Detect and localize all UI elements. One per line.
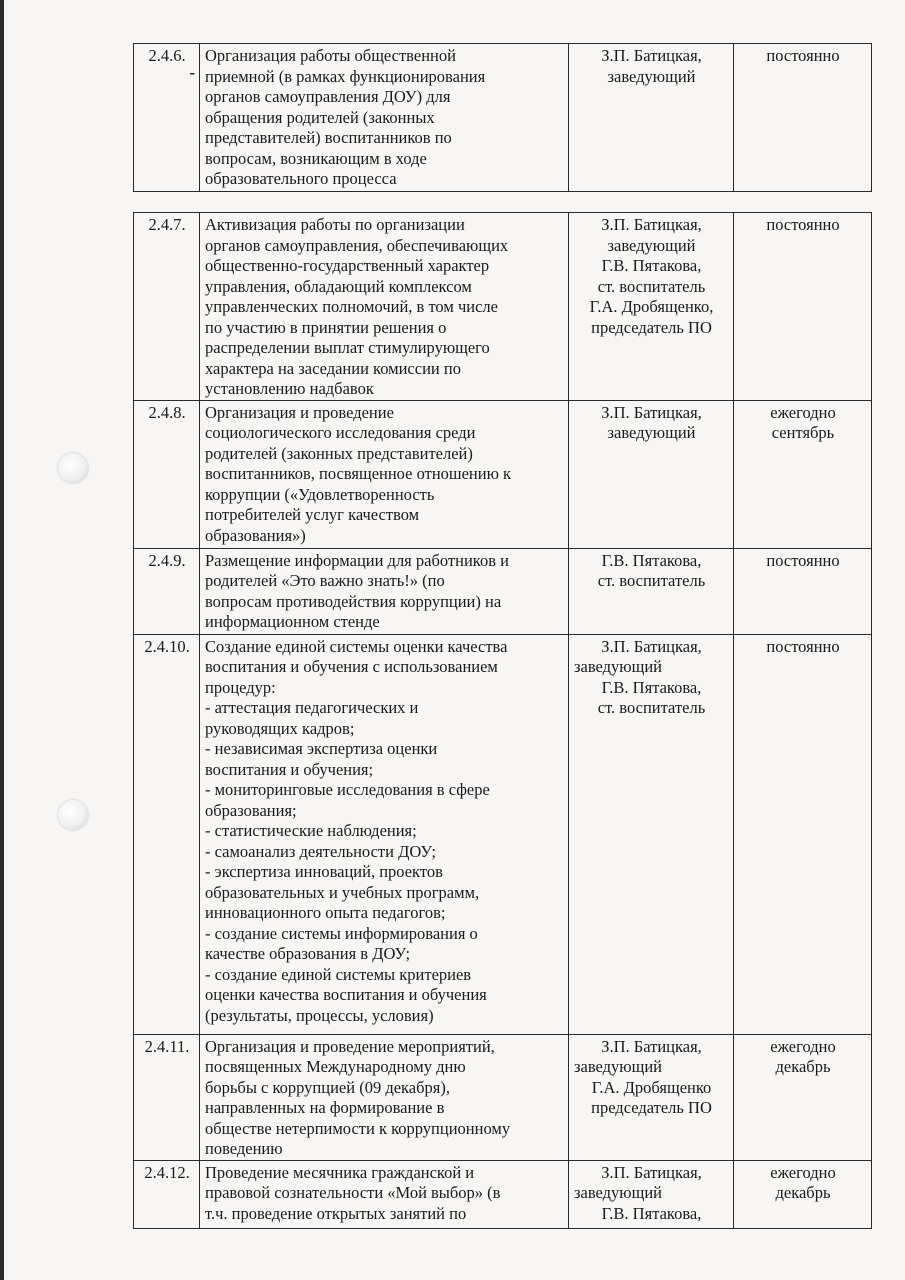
row-number-cell	[134, 634, 200, 1034]
text-line: ст. воспитатель	[597, 276, 706, 296]
activity-cell	[200, 213, 569, 401]
text-line: - создание системы информирования о	[205, 923, 478, 943]
text-line: ежегодно	[770, 1036, 836, 1056]
text-line: социологического исследования среди	[205, 423, 476, 442]
text-line: декабрь	[775, 1183, 831, 1202]
text-line: заведующий	[574, 1057, 662, 1076]
text-line: председатель ПО	[591, 317, 712, 337]
term-cell	[734, 44, 872, 192]
text-line: ежегодно	[770, 402, 836, 422]
text-line: З.П. Батицкая,	[601, 215, 702, 234]
text-line: 2.4.10.	[144, 636, 190, 656]
row-number-cell	[134, 213, 200, 401]
row-number-cell	[134, 44, 200, 192]
text-line: заведующий	[607, 235, 696, 255]
text-line: распределении выплат стимулирующего	[205, 338, 490, 357]
text-line: Создание единой системы оценки качества	[205, 636, 508, 656]
text-line: потребителей услуг качеством	[205, 505, 420, 524]
text-line: коррупции («Удовлетворенность	[205, 484, 435, 504]
text-line: посвященных Международному дню	[205, 1057, 466, 1076]
responsible-cell	[569, 44, 734, 192]
punch-hole-top	[58, 453, 88, 483]
row-number-cell	[134, 1160, 200, 1228]
text-line: установлению надбавок	[205, 379, 374, 398]
text-line: направленных на формирование в	[205, 1098, 445, 1117]
text-line: родителей «Это важно знать!» (по	[205, 571, 445, 590]
row-number-cell	[134, 1034, 200, 1160]
text-line: Г.В. Пятакова,	[601, 677, 702, 697]
text-line: 2.4.7.	[148, 215, 186, 234]
text-line: воспитания и обучения с использованием	[205, 657, 498, 676]
text-line: З.П. Батицкая,	[601, 402, 702, 422]
plan-table-part-2	[133, 212, 872, 1229]
text-line: Организация и проведение	[205, 402, 394, 422]
row-number-cell	[134, 400, 200, 548]
text-line: - мониторинговые исследования в сфере	[205, 780, 490, 799]
text-line: информационном стенде	[205, 612, 380, 631]
responsible-cell	[569, 1034, 734, 1160]
text-line: Активизация работы по организации	[205, 215, 465, 234]
text-line: - аттестация педагогических и	[205, 698, 419, 717]
text-line: (результаты, процессы, условия)	[205, 1005, 434, 1025]
text-line: приемной (в рамках функционирования	[205, 66, 486, 86]
activity-cell	[200, 548, 569, 634]
text-line: постоянно	[766, 46, 840, 65]
text-line: З.П. Батицкая,	[601, 636, 702, 656]
activity-cell	[200, 1160, 569, 1228]
text-line: сентябрь	[771, 423, 835, 442]
term-cell	[734, 400, 872, 548]
text-line: вопросам, возникающим в ходе	[205, 148, 427, 168]
row-number-cell	[134, 548, 200, 634]
text-line: Организация работы общественной	[205, 46, 456, 65]
text-line: обществе нетерпимости к коррупционному	[205, 1118, 511, 1138]
text-line: управления, обладающий комплексом	[205, 276, 472, 296]
table-row	[134, 1034, 872, 1160]
activity-cell	[200, 400, 569, 548]
text-line: общественно-государственный характер	[205, 256, 490, 275]
text-line: Г.В. Пятакова,	[601, 1203, 702, 1223]
text-line: борьбы с коррупцией (09 декабря),	[205, 1077, 450, 1097]
text-line: ежегодно	[770, 1162, 836, 1182]
text-line: -	[189, 62, 195, 82]
text-line: характера на заседании комиссии по	[205, 358, 461, 378]
text-line: воспитанников, посвященное отношению к	[205, 464, 512, 483]
responsible-cell	[569, 400, 734, 548]
term-cell	[734, 213, 872, 401]
text-line: Г.В. Пятакова,	[601, 550, 702, 570]
text-line: правовой сознательности «Мой выбор» (в	[205, 1183, 501, 1202]
text-line: постоянно	[766, 636, 840, 656]
text-line: представителей) воспитанников по	[205, 128, 452, 147]
punch-hole-bottom	[58, 800, 88, 830]
table-row	[134, 634, 872, 1034]
table-row	[134, 213, 872, 401]
text-line: - экспертиза инноваций, проектов	[205, 862, 443, 881]
text-line: З.П. Батицкая,	[601, 46, 702, 65]
responsible-cell	[569, 213, 734, 401]
text-line: заведующий	[607, 66, 696, 86]
page-left-edge	[0, 0, 4, 1280]
text-line: 2.4.8.	[148, 402, 186, 422]
text-line: органов самоуправления, обеспечивающих	[205, 235, 509, 255]
text-line: процедур:	[205, 677, 276, 697]
text-line: качестве образования в ДОУ;	[205, 944, 411, 963]
text-line: образования;	[205, 800, 297, 820]
text-line: постоянно	[766, 215, 840, 234]
text-line: ст. воспитатель	[597, 698, 706, 717]
text-line: обращения родителей (законных	[205, 107, 435, 127]
text-line: инновационного опыта педагогов;	[205, 903, 446, 922]
text-line: органов самоуправления ДОУ) для	[205, 87, 451, 106]
text-line: З.П. Батицкая,	[601, 1036, 702, 1056]
text-line: 2.4.9.	[148, 550, 186, 570]
text-line: образовательного процесса	[205, 169, 397, 188]
table-row	[134, 400, 872, 548]
plan-table-part-1	[133, 43, 872, 192]
activity-cell	[200, 1034, 569, 1160]
text-line: - создание единой системы критериев	[205, 964, 472, 984]
text-line: заведующий	[574, 657, 662, 676]
text-line: т.ч. проведение открытых занятий по	[205, 1203, 467, 1223]
text-line: образования»)	[205, 525, 306, 545]
text-line: - независимая экспертиза оценки	[205, 739, 438, 758]
text-line: 2.4.6.	[148, 46, 186, 65]
text-line: З.П. Батицкая,	[601, 1162, 702, 1182]
text-line: поведению	[205, 1139, 283, 1158]
text-line: Г.А. Дробященко,	[589, 297, 714, 316]
table-row	[134, 548, 872, 634]
term-cell	[734, 1034, 872, 1160]
text-line: по участию в принятии решения о	[205, 317, 447, 337]
text-line: ст. воспитатель	[597, 571, 706, 590]
text-line: председатель ПО	[591, 1098, 712, 1117]
text-line: Г.А. Дробященко	[591, 1077, 712, 1097]
text-line: декабрь	[775, 1057, 831, 1076]
term-cell	[734, 1160, 872, 1228]
text-line: Г.В. Пятакова,	[601, 256, 702, 275]
responsible-cell	[569, 1160, 734, 1228]
text-line: руководящих кадров;	[205, 718, 355, 738]
text-line: 2.4.12.	[144, 1162, 190, 1182]
activity-cell	[200, 634, 569, 1034]
table-row	[134, 44, 872, 192]
text-line: оценки качества воспитания и обучения	[205, 985, 487, 1004]
text-line: Организация и проведение мероприятий,	[205, 1036, 495, 1056]
text-line: - самоанализ деятельности ДОУ;	[205, 841, 436, 861]
text-line: воспитания и обучения;	[205, 759, 374, 779]
term-cell	[734, 634, 872, 1034]
text-line: - статистические наблюдения;	[205, 821, 417, 840]
text-line: Проведение месячника гражданской и	[205, 1162, 475, 1182]
table-row	[134, 1160, 872, 1228]
text-line: постоянно	[766, 550, 840, 570]
text-line: заведующий	[574, 1183, 662, 1202]
text-line: родителей (законных представителей)	[205, 443, 473, 463]
activity-cell	[200, 44, 569, 192]
text-line: вопросам противодействия коррупции) на	[205, 591, 502, 611]
responsible-cell	[569, 548, 734, 634]
text-line: заведующий	[607, 423, 696, 442]
text-line: управленческих полномочий, в том числе	[205, 297, 498, 316]
text-line: образовательных и учебных программ,	[205, 882, 480, 902]
text-line: Размещение информации для работников и	[205, 550, 509, 570]
term-cell	[734, 548, 872, 634]
responsible-cell	[569, 634, 734, 1034]
text-line: 2.4.11.	[144, 1036, 190, 1056]
